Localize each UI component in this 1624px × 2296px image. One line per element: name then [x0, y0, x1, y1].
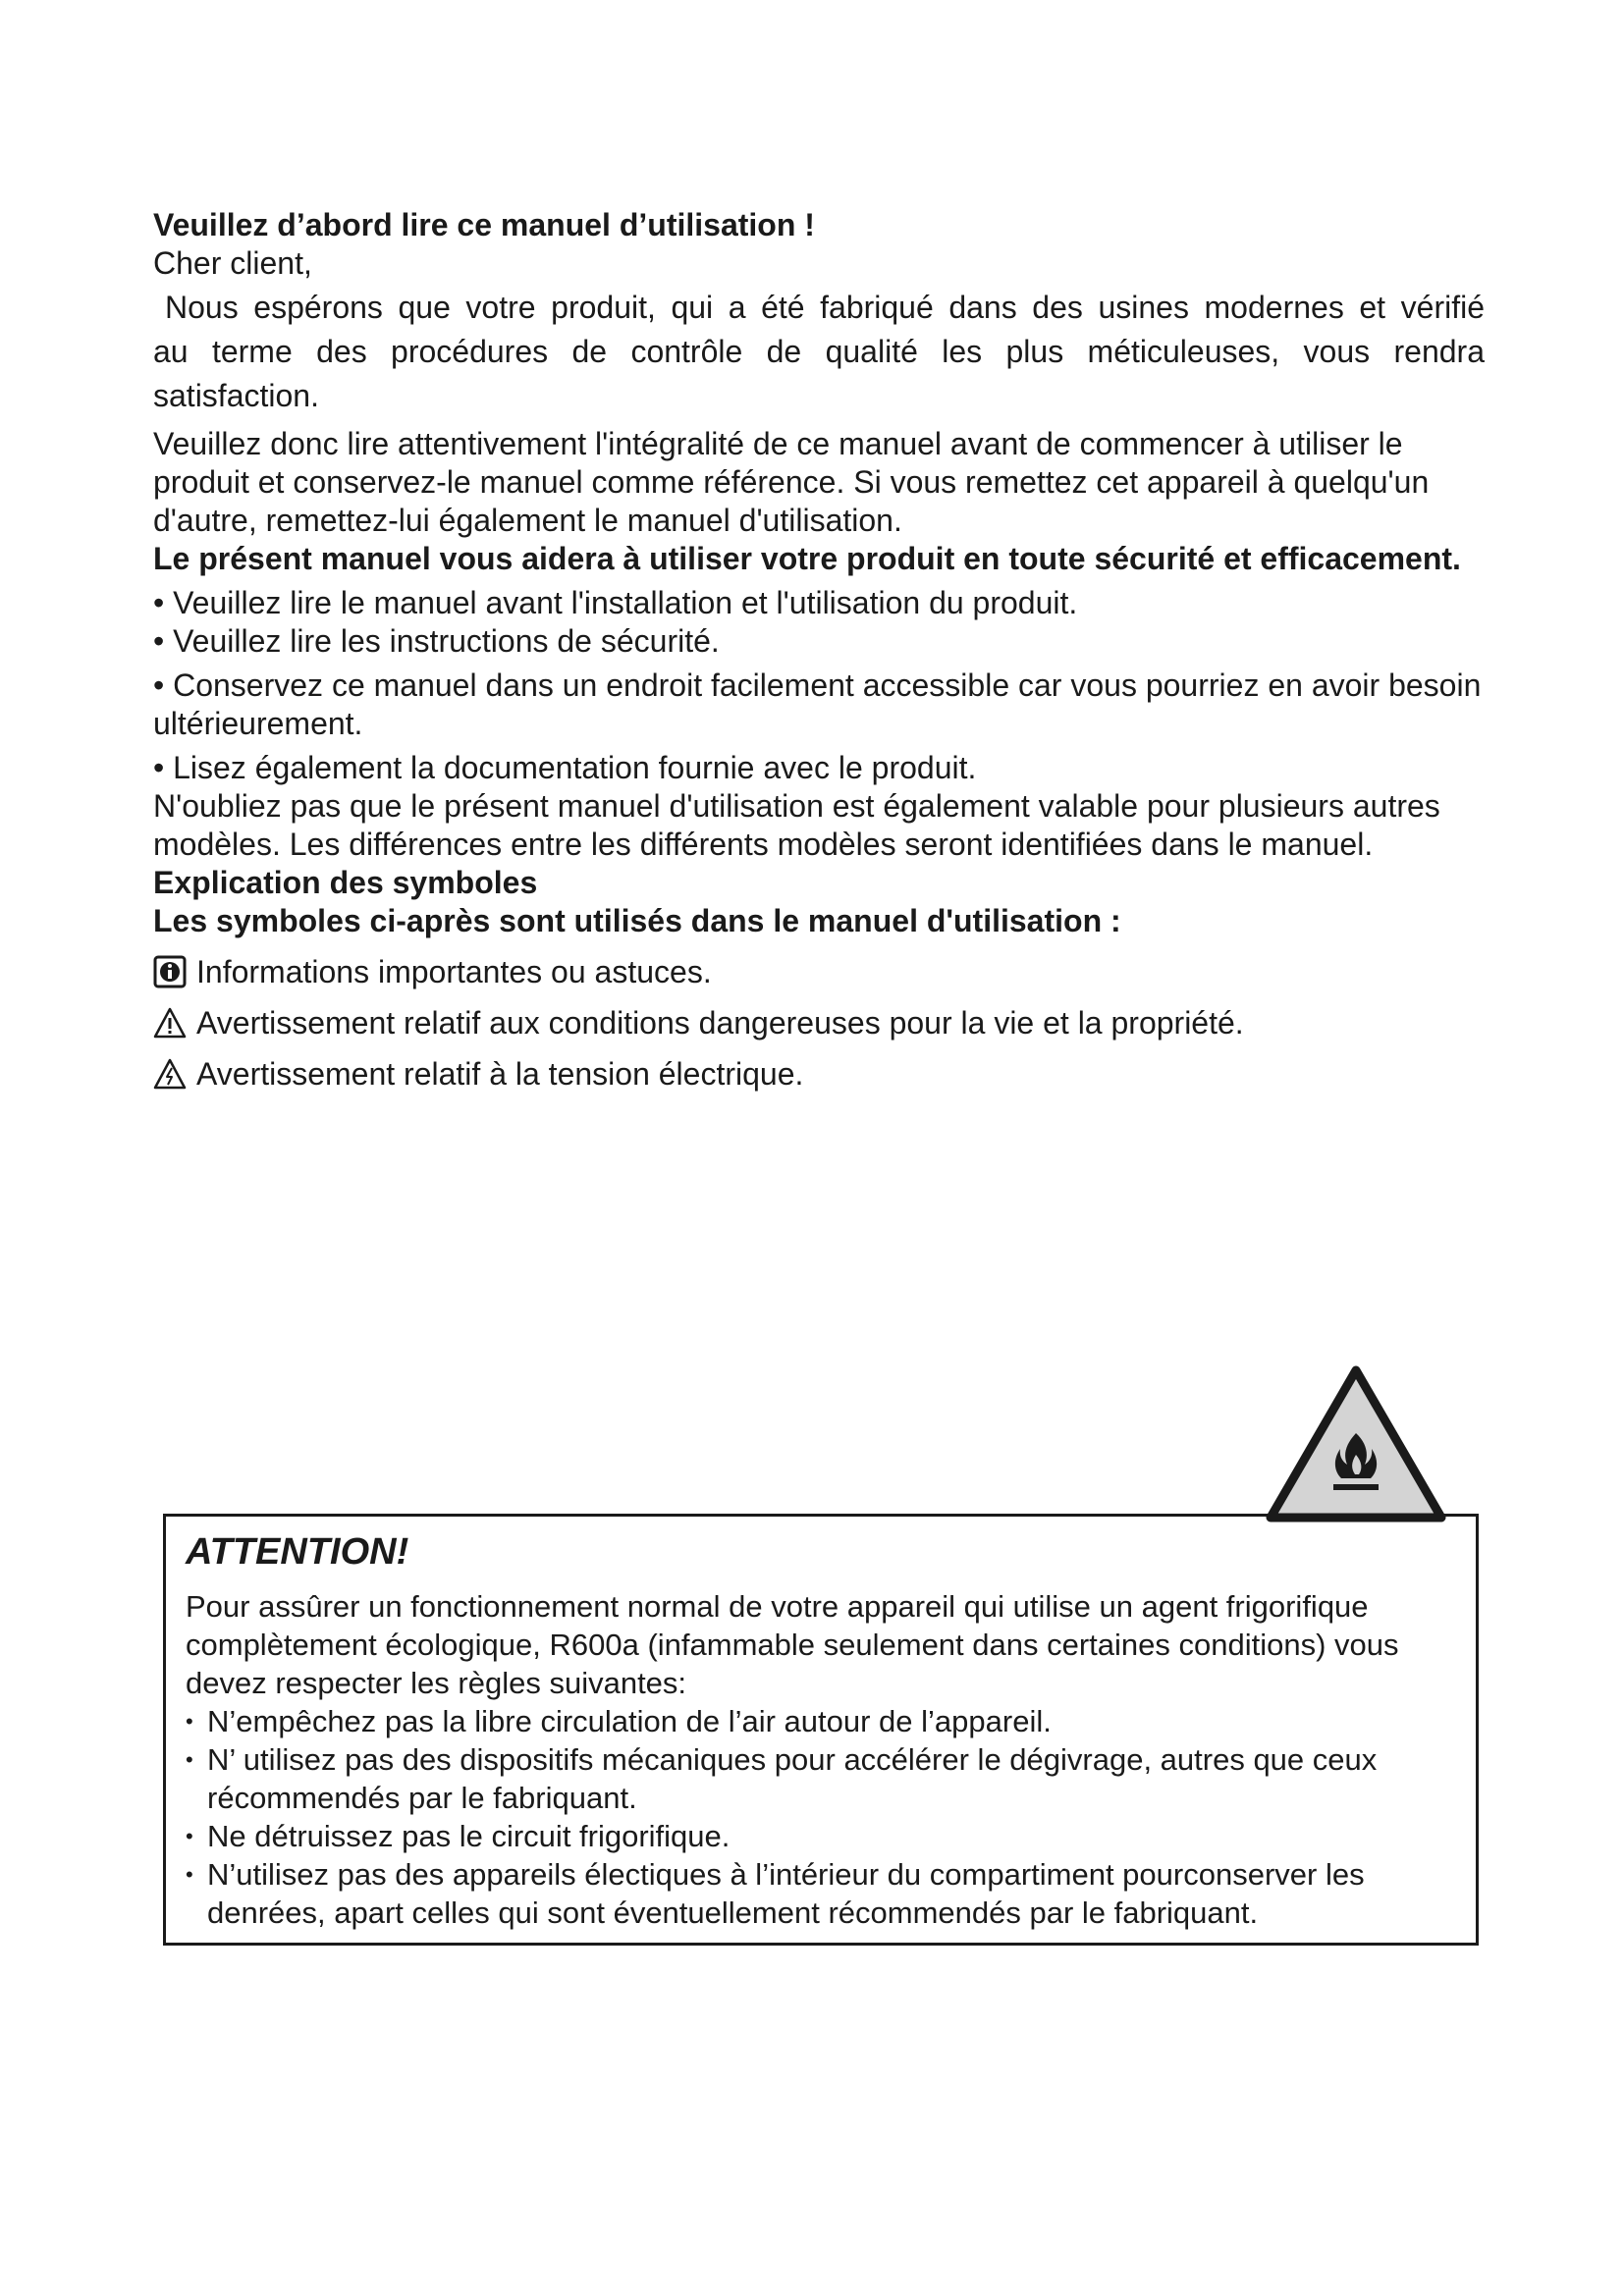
intro-section	[153, 206, 1485, 1094]
electric-warning-icon	[153, 1057, 187, 1091]
bullet-dot-icon: •	[186, 1709, 193, 1734]
hope-line-3: satisfaction.	[153, 378, 319, 413]
bullet-item: • Veuillez lire les instructions de sécurité.	[153, 623, 720, 659]
symbol-row-warning	[153, 1003, 1485, 1042]
attention-bullet: • N’utilisez pas des appareils électiques à l’intérieur du compartiment pourconserver les denrées, apart celles qui sont éventuellement récommendés par le fabriquant.	[186, 1857, 1365, 1930]
symbol-row-info	[153, 952, 1485, 991]
info-icon	[153, 955, 187, 988]
bullet-item: • Conservez ce manuel dans un endroit facilement accessible car vous pourriez en avoir besoin ultérieurement.	[153, 667, 1482, 741]
symbols-heading: Explication des symboles	[153, 865, 538, 900]
symbol-text: Informations importantes ou astuces.	[196, 954, 712, 989]
symbol-row-electric	[153, 1054, 1485, 1094]
attention-intro: Pour assûrer un fonctionnement normal de votre appareil qui utilise un agent frigorifique complètement écologique, R600a (infammable seulement dans certaines conditions) vous devez respecter les règles suivantes:	[186, 1589, 1399, 1700]
attention-bullet: • N’empêchez pas la libre circulation de l’air autour de l’appareil.	[186, 1704, 1052, 1738]
bullet-dot-icon: •	[186, 1824, 193, 1848]
models-note: N'oubliez pas que le présent manuel d'utilisation est également valable pour plusieurs autres modèles. Les différences entre les différents modèles seront identifiées dans le manuel.	[153, 788, 1440, 862]
read-paragraph: Veuillez donc lire attentivement l'intégralité de ce manuel avant de commencer à utiliser le produit et conservez-le manuel comme référence. Si vous remettez cet appareil à quelqu'un d'autre, remettez-lui également le manuel d'utilisation.	[153, 426, 1430, 538]
symbol-text: Avertissement relatif à la tension électrique.	[196, 1056, 804, 1092]
bold-statement: Le présent manuel vous aidera à utiliser votre produit en toute sécurité et efficacement.	[153, 541, 1461, 576]
bullet-dot-icon: •	[186, 1747, 193, 1772]
warning-triangle-icon	[153, 1006, 187, 1040]
attention-bullet: • Ne détruissez pas le circuit frigorifique.	[186, 1819, 731, 1853]
symbol-text: Avertissement relatif aux conditions dangereuses pour la vie et la propriété.	[196, 1005, 1244, 1041]
symbols-subheading: Les symboles ci-après sont utilisés dans le manuel d'utilisation :	[153, 903, 1121, 938]
manual-heading: Veuillez d’abord lire ce manuel d’utilisation !	[153, 207, 815, 242]
hope-line-1: Nous espérons que votre produit, qui a été fabriqué dans des usines modernes et vérifié	[165, 290, 1485, 325]
attention-box	[163, 1514, 1479, 1946]
attention-title: ATTENTION!	[186, 1531, 409, 1573]
bullet-item: • Lisez également la documentation fournie avec le produit.	[153, 750, 977, 785]
hope-line-2: au terme des procédures de contrôle de qualité les plus méticuleuses, vous rendra	[153, 334, 1485, 369]
attention-bullet: • N’ utilisez pas des dispositifs mécaniques pour accélérer le dégivrage, autres que ceux récommendés par le fabriquant.	[186, 1742, 1378, 1815]
bullet-item: • Veuillez lire le manuel avant l'installation et l'utilisation du produit.	[153, 585, 1078, 620]
flammable-warning-icon	[1265, 1364, 1447, 1523]
greeting: Cher client,	[153, 245, 312, 281]
bullet-dot-icon: •	[186, 1862, 193, 1887]
